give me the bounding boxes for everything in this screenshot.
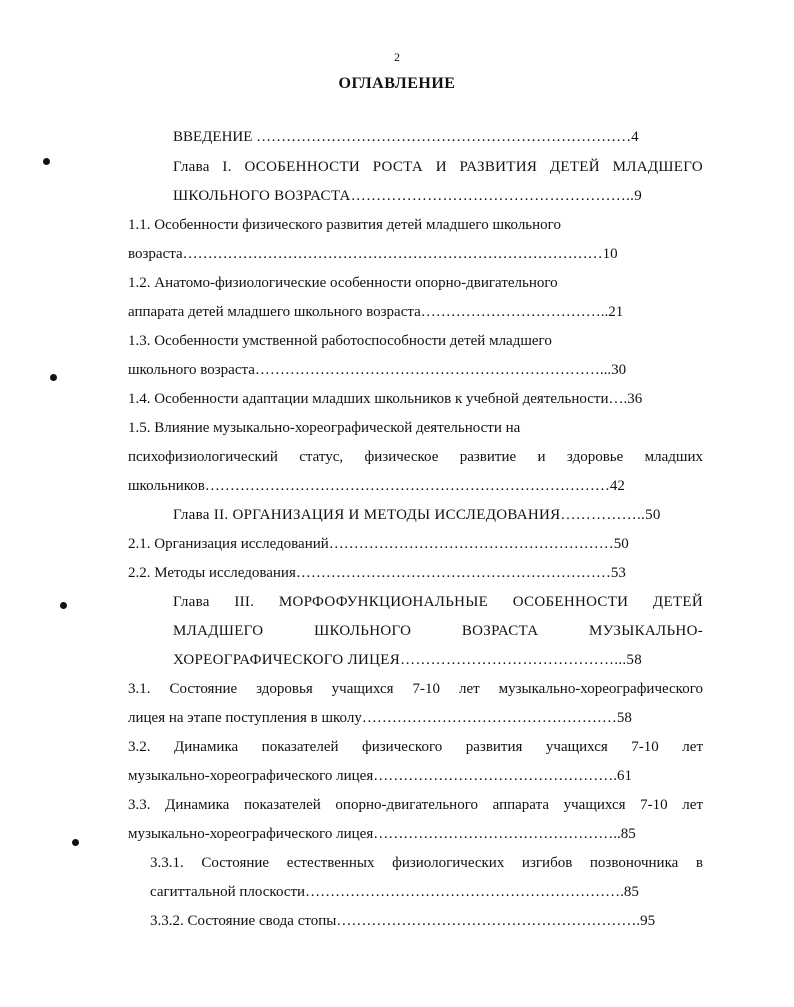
page-title: ОГЛАВЛЕНИЕ — [338, 75, 456, 92]
toc-line: школьников………………………………………………………………………42 — [128, 478, 625, 494]
toc-line: 2.2. Методы исследования………………………………………………………53 — [128, 565, 626, 581]
toc-line: ХОРЕОГРАФИЧЕСКОГО ЛИЦЕЯ……………………………………...58 — [173, 652, 643, 668]
toc-line: 3.3. Динамика показателей опорно-двигательного аппарата учащихся 7-10 лет — [128, 797, 703, 813]
scan-speck — [43, 158, 50, 165]
toc-line: МЛАДШЕГО ШКОЛЬНОГО ВОЗРАСТА МУЗЫКАЛЬНО- — [173, 623, 703, 639]
toc-line: возраста…………………………………………………………………………10 — [128, 246, 618, 262]
toc-line: Глава II. ОРГАНИЗАЦИЯ И МЕТОДЫ ИССЛЕДОВАНИЯ……………..50 — [173, 507, 661, 523]
toc-line: сагиттальной плоскости……………………………………………………….85 — [150, 884, 639, 900]
toc-line: 3.2. Динамика показателей физического развития учащихся 7-10 лет — [128, 739, 703, 755]
toc-line: 2.1. Организация исследований…………………………………………………50 — [128, 536, 629, 552]
page-number: 2 — [394, 50, 400, 64]
toc-line: музыкально-хореографического лицея…………………………………………..85 — [128, 826, 636, 842]
toc-line: Глава III. МОРФОФУНКЦИОНАЛЬНЫЕ ОСОБЕННОСТИ ДЕТЕЙ — [173, 594, 703, 610]
toc-line: ШКОЛЬНОГО ВОЗРАСТА………………………………………………..9 — [173, 188, 642, 204]
toc-line: 1.4. Особенности адаптации младших школьников к учебной деятельности….36 — [128, 391, 643, 407]
toc-line: 1.3. Особенности умственной работоспособности детей младшего — [128, 333, 552, 349]
toc-line: 1.5. Влияние музыкально-хореографической деятельности на — [128, 420, 521, 436]
scan-speck — [50, 374, 57, 381]
scan-speck — [72, 839, 79, 846]
toc-line: школьного возраста……………………………………………………………...30 — [128, 362, 627, 378]
toc-line: психофизиологический статус, физическое развитие и здоровье младших — [128, 449, 703, 465]
toc-line: 1.1. Особенности физического развития детей младшего школьного — [128, 217, 561, 233]
toc-line: 3.3.2. Состояние свода стопы…………………………………………………….95 — [150, 913, 656, 929]
toc-line: лицея на этапе поступления в школу……………………………………………58 — [128, 710, 632, 726]
toc-line: Глава I. ОСОБЕННОСТИ РОСТА И РАЗВИТИЯ ДЕТЕЙ МЛАДШЕГО — [173, 159, 703, 175]
toc-line: музыкально-хореографического лицея………………………………………….61 — [128, 768, 632, 784]
scan-speck — [60, 602, 67, 609]
toc-line: 1.2. Анатомо-физиологические особенности опорно-двигательного — [128, 275, 558, 291]
toc-line: ВВЕДЕНИЕ …………………………………………………………………4 — [173, 129, 639, 145]
toc-line: аппарата детей младшего школьного возраста………………………………..21 — [128, 304, 624, 320]
toc-line: 3.3.1. Состояние естественных физиологических изгибов позвоночника в — [150, 855, 703, 871]
toc-line: 3.1. Состояние здоровья учащихся 7-10 лет музыкально-хореографического — [128, 681, 703, 697]
